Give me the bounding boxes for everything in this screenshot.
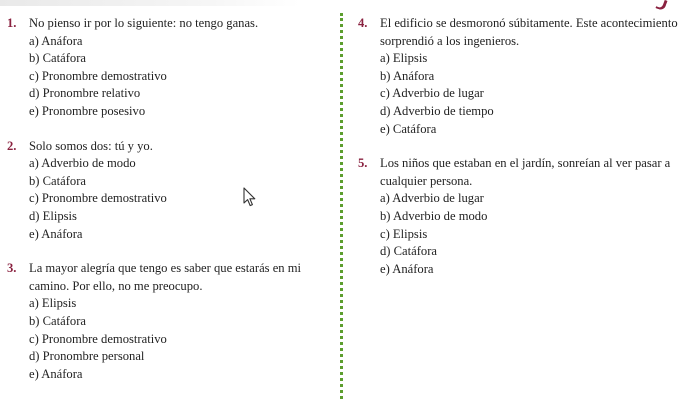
option-b[interactable]: b) Adverbio de modo [380,208,488,223]
question-4 [358,15,680,138]
option-c[interactable]: c) Pronombre demostrativo [29,331,167,346]
option-b[interactable]: b) Catáfora [29,313,86,328]
option-e[interactable]: e) Catáfora [380,121,437,136]
question-stem [7,260,335,295]
header-shade [0,0,300,6]
option-a[interactable]: a) Elipsis [380,51,428,66]
question-3 [7,260,335,383]
option-e[interactable]: e) Pronombre posesivo [29,103,146,118]
question-text: Los niños que estaban en el jardín, sonreían al ver pasar a cualquier persona. [380,156,671,188]
mouse-pointer-icon [243,187,257,207]
question-number: 3. [7,261,17,276]
option-d[interactable]: d) Catáfora [380,244,437,259]
option-c[interactable]: c) Pronombre demostrativo [29,68,167,83]
page-header-band [0,0,682,8]
option-e[interactable]: e) Anáfora [29,366,83,381]
option-e[interactable]: e) Anáfora [29,226,83,241]
option-d[interactable]: d) Elipsis [29,208,77,223]
answer-options [7,33,335,121]
question-number: 2. [7,138,17,153]
answer-options [358,50,680,138]
option-d[interactable]: d) Adverbio de tiempo [380,103,494,118]
question-number: 1. [7,16,17,30]
answer-options [358,190,680,278]
option-c[interactable]: c) Elipsis [380,226,428,241]
option-e[interactable]: e) Anáfora [380,261,434,276]
question-2 [7,138,335,244]
question-1 [7,15,335,121]
question-text: Solo somos dos: tú y yo. [29,138,153,153]
right-column [358,15,680,278]
question-number: 5. [358,156,368,171]
option-c[interactable]: c) Pronombre demostrativo [29,191,167,206]
option-b[interactable]: b) Catáfora [29,173,86,188]
question-text: No pienso ir por lo siguiente: no tengo ganas. [29,16,259,30]
question-stem [7,15,335,33]
option-a[interactable]: a) Adverbio de lugar [380,191,484,206]
option-c[interactable]: c) Adverbio de lugar [380,86,484,101]
question-stem [358,15,680,50]
answer-options [7,155,335,243]
question-stem [7,138,335,156]
column-divider [340,13,343,399]
question-number: 4. [358,16,368,30]
question-text: La mayor alegría que tengo es saber que estarás en mi camino. Por ello, no me preocupo. [29,261,302,293]
option-a[interactable]: a) Anáfora [29,33,83,48]
option-b[interactable]: b) Anáfora [380,68,435,83]
question-text: El edificio se desmoronó súbitamente. Este acontecimiento sorprendió a los ingenieros. [380,16,678,48]
question-5 [358,155,680,278]
question-stem [358,155,680,190]
option-a[interactable]: a) Elipsis [29,296,77,311]
option-a[interactable]: a) Adverbio de modo [29,156,136,171]
option-b[interactable]: b) Catáfora [29,51,86,66]
answer-options [7,295,335,383]
option-d[interactable]: d) Pronombre personal [29,349,145,364]
left-column [7,15,335,383]
option-d[interactable]: d) Pronombre relativo [29,86,141,101]
decorative-hook-icon [655,0,667,11]
